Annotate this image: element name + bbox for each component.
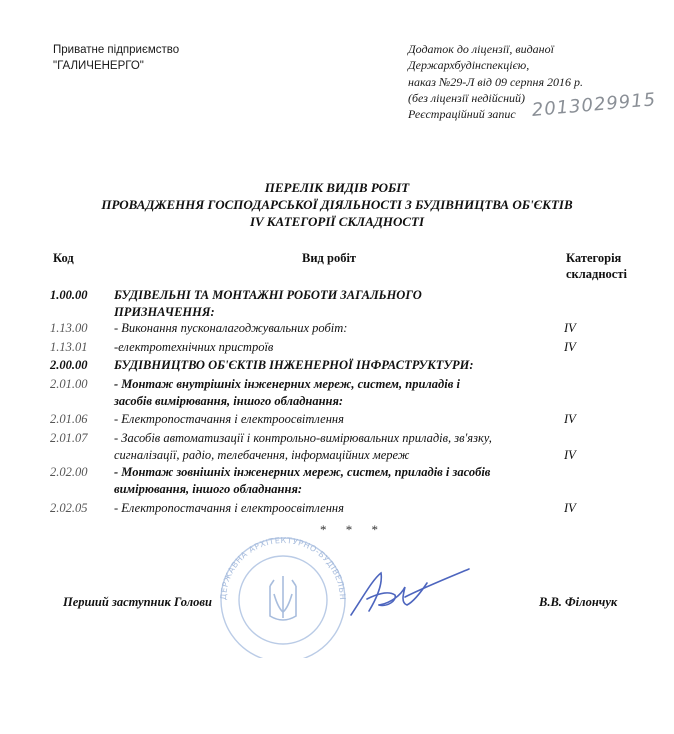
title-line-3: IV КАТЕГОРІЇ СКЛАДНОСТІ bbox=[249, 214, 425, 229]
document-title bbox=[60, 179, 614, 230]
annex-line-1: Додаток до ліцензії, виданої bbox=[408, 42, 554, 56]
row-description bbox=[114, 376, 569, 409]
row-description bbox=[114, 411, 569, 428]
row-description-line: ПРИЗНАЧЕННЯ: bbox=[114, 304, 215, 319]
issuer-line-1: Приватне підприємство bbox=[53, 44, 180, 56]
row-description-line: - Виконання пусконалагоджувальних робіт: bbox=[114, 321, 348, 335]
row-code: 2.00.00 bbox=[50, 358, 88, 372]
row-description bbox=[114, 430, 569, 463]
row-description-line: - Монтаж внутрішніх інженерних мереж, систем, приладів і bbox=[114, 377, 460, 391]
row-description bbox=[114, 500, 569, 517]
row-code: 2.01.00 bbox=[50, 377, 88, 391]
header-code: Код bbox=[53, 251, 74, 265]
annex-block bbox=[408, 41, 657, 122]
header-category-line-1: Категорія bbox=[566, 251, 622, 265]
row-category: IV bbox=[564, 340, 576, 354]
row-category: IV bbox=[564, 447, 576, 462]
issuer-block bbox=[53, 42, 179, 74]
row-description-line: -електротехнічних пристроїв bbox=[114, 340, 274, 354]
title-line-1: ПЕРЕЛІК ВИДІВ РОБІТ bbox=[264, 180, 410, 195]
row-category: IV bbox=[564, 412, 576, 426]
seal-text: ДЕРЖАВНА АРХІТЕКТУРНО-БУДІВЕЛЬН bbox=[218, 535, 348, 601]
annex-line-5: Реєстраційний запис bbox=[408, 107, 516, 122]
separator-stars: * * * bbox=[320, 522, 386, 537]
row-code: 1.00.00 bbox=[50, 288, 88, 302]
row-code: 2.02.05 bbox=[50, 501, 88, 515]
row-description-line: вимірювання, іншого обладнання: bbox=[114, 481, 303, 496]
row-description bbox=[114, 339, 569, 356]
row-description bbox=[114, 287, 569, 320]
row-description bbox=[114, 464, 569, 497]
row-description-line: - Монтаж зовнішніх інженерних мереж, систем, приладів і засобів bbox=[114, 465, 491, 479]
signatory-position: Перший заступник Голови bbox=[63, 595, 212, 609]
row-category: IV bbox=[564, 321, 576, 335]
official-seal bbox=[208, 528, 358, 663]
header-work-type: Вид робіт bbox=[302, 251, 357, 265]
handwritten-signature bbox=[345, 565, 475, 630]
header-category-line-2: складності bbox=[566, 267, 627, 281]
row-description-line: - Електропостачання і електроосвітлення bbox=[114, 412, 344, 426]
row-description-line: БУДІВНИЦТВО ОБ'ЄКТІВ ІНЖЕНЕРНОЇ ІНФРАСТРУКТУРИ: bbox=[114, 358, 474, 372]
header-category bbox=[566, 250, 627, 282]
annex-line-3: наказ №29-Л від 09 серпня 2016 р. bbox=[408, 74, 584, 89]
row-description-line: - Електропостачання і електроосвітлення bbox=[114, 501, 344, 515]
row-description bbox=[114, 357, 569, 374]
trident-icon bbox=[270, 576, 296, 620]
row-code: 1.13.01 bbox=[50, 340, 88, 354]
row-category: IV bbox=[564, 501, 576, 515]
annex-line-2: Держархбудінспекцією, bbox=[408, 58, 530, 73]
row-code: 2.01.06 bbox=[50, 412, 88, 426]
row-description-line: БУДІВЕЛЬНІ ТА МОНТАЖНІ РОБОТИ ЗАГАЛЬНОГО bbox=[114, 288, 422, 302]
registration-number-handwritten: 2013029915 bbox=[531, 89, 657, 121]
signatory-name: В.В. Філончук bbox=[539, 595, 618, 609]
annex-line-4: (без ліцензії недійсний) bbox=[408, 90, 526, 105]
row-code: 2.02.00 bbox=[50, 465, 88, 479]
row-description bbox=[114, 320, 569, 337]
row-description-line: засобів вимірювання, іншого обладнання: bbox=[114, 393, 344, 408]
issuer-name: "ГАЛИЧЕНЕРГО" bbox=[53, 60, 144, 72]
row-code: 2.01.07 bbox=[50, 431, 88, 445]
row-code: 1.13.00 bbox=[50, 321, 88, 335]
row-description-line: сигналізації, радіо, телебачення, інформаційних мереж bbox=[114, 447, 410, 462]
title-line-2: ПРОВАДЖЕННЯ ГОСПОДАРСЬКОЇ ДІЯЛЬНОСТІ З БУДІВНИЦТВА ОБ'ЄКТІВ bbox=[101, 197, 573, 212]
row-description-line: - Засобів автоматизації і контрольно-вимірювальних приладів, зв'язку, bbox=[114, 431, 492, 445]
